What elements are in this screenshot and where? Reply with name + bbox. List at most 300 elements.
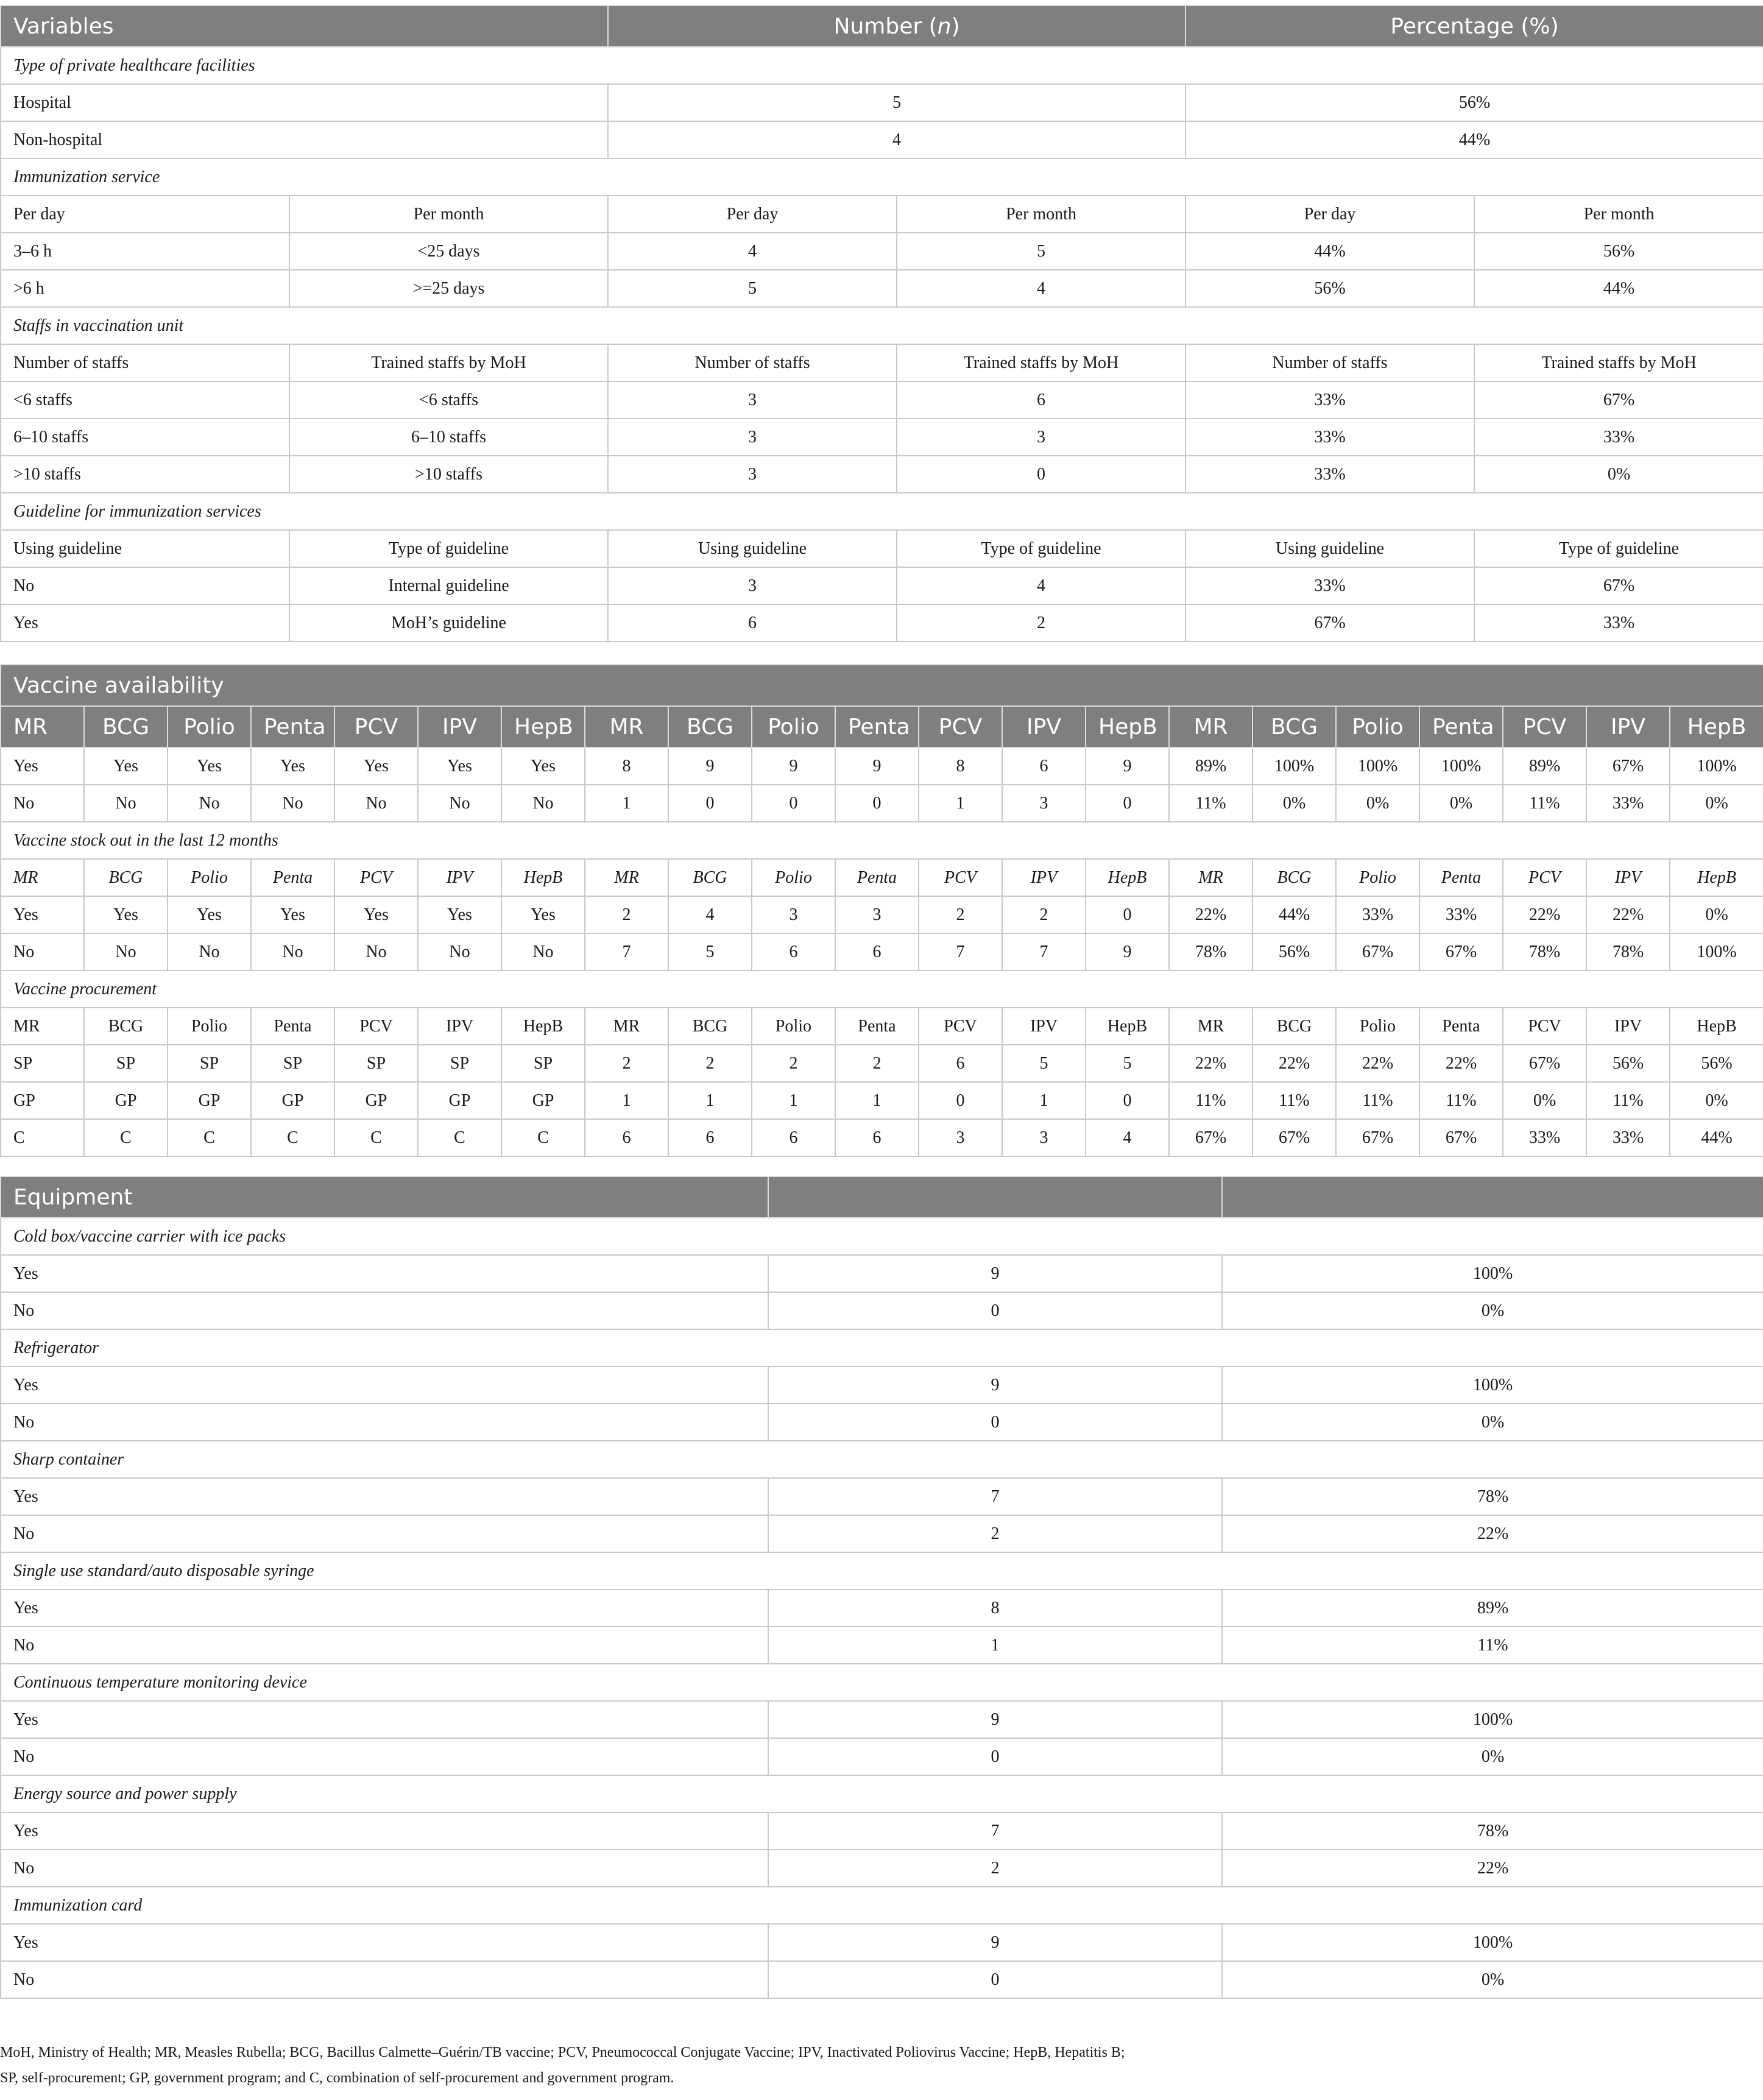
table-row	[1, 456, 1763, 493]
vaccine-header-cell: Polio	[168, 706, 251, 748]
cell: GP	[334, 1082, 418, 1119]
cell: 0	[752, 785, 835, 822]
cell: Yes	[251, 748, 334, 785]
subheader-cell: PCV	[919, 859, 1002, 896]
percent-cell: 0%	[1222, 1292, 1763, 1329]
cell: <6 staffs	[289, 381, 608, 419]
row-label: Yes	[1, 1589, 768, 1627]
subheader-cell: MR	[1, 1008, 84, 1045]
cell: C	[334, 1119, 418, 1156]
subheader-cell: Trained staffs by MoH	[289, 344, 608, 381]
cell: SP	[84, 1045, 168, 1082]
cell: 100%	[1670, 748, 1763, 785]
row-label: No	[1, 1292, 768, 1329]
section-stockout: Vaccine stock out in the last 12 months	[1, 822, 1763, 859]
cell: Internal guideline	[289, 567, 608, 604]
table-row	[1, 1850, 1763, 1887]
subheader-cell: PCV	[1503, 1008, 1586, 1045]
cell: 3	[835, 896, 919, 933]
cell: 1	[835, 1082, 919, 1119]
cell: 56%	[1474, 233, 1763, 270]
cell: 22%	[1586, 896, 1670, 933]
table-row	[1, 1961, 1763, 1998]
cell: 6	[1002, 748, 1086, 785]
cell: 67%	[1336, 933, 1419, 970]
subheader-cell: Per month	[1474, 196, 1763, 233]
cell: GP	[84, 1082, 168, 1119]
cell: 2	[752, 1045, 835, 1082]
row-label: Yes	[1, 1812, 768, 1850]
table-row	[1, 933, 1763, 970]
cell: 0	[919, 1082, 1002, 1119]
vaccine-header-cell: MR	[585, 706, 668, 748]
subheader-cell: BCG	[668, 859, 752, 896]
cell: 0	[1086, 1082, 1169, 1119]
cell: 1	[752, 1082, 835, 1119]
section-label: Immunization card	[1, 1887, 1763, 1924]
cell: 89%	[1169, 748, 1252, 785]
subheader-cell: Type of guideline	[1474, 530, 1763, 567]
cell: 11%	[1336, 1082, 1419, 1119]
cell: 0%	[1419, 785, 1503, 822]
table-row	[1, 1292, 1763, 1329]
cell: C	[84, 1119, 168, 1156]
section-row	[1, 1664, 1763, 1701]
cell: 7	[1002, 933, 1086, 970]
cell: 22%	[1252, 1045, 1336, 1082]
table-row	[1, 1366, 1763, 1404]
vaccine-header-cell: Polio	[1336, 706, 1419, 748]
cell: No	[251, 933, 334, 970]
subheader-cell: Penta	[1419, 1008, 1503, 1045]
percent-cell: 56%	[1185, 84, 1763, 121]
count-cell: 0	[768, 1738, 1222, 1775]
count-cell: 9	[768, 1701, 1222, 1738]
section-row	[1, 1329, 1763, 1366]
section-label: Refrigerator	[1, 1329, 1763, 1366]
cell: 1	[668, 1082, 752, 1119]
cell: 2	[668, 1045, 752, 1082]
subheader-cell: PCV	[1503, 859, 1586, 896]
row-label: No	[1, 1738, 768, 1775]
subheader-cell: Per day	[1, 196, 289, 233]
cell: No	[334, 933, 418, 970]
cell: 56%	[1670, 1045, 1763, 1082]
cell: No	[334, 785, 418, 822]
count-cell: 1	[768, 1627, 1222, 1664]
row-label: Yes	[1, 896, 84, 933]
table-row	[1, 748, 1763, 785]
vaccine-header-cell: MR	[1, 706, 84, 748]
cell: No	[168, 933, 251, 970]
row-label: No	[1, 1627, 768, 1664]
section-guideline: Guideline for immunization services	[1, 493, 1763, 530]
cell: Yes	[84, 748, 168, 785]
cell: 3	[752, 896, 835, 933]
cell: No	[501, 785, 585, 822]
percent-cell: 100%	[1222, 1366, 1763, 1404]
section-procurement: Vaccine procurement	[1, 970, 1763, 1008]
row-label: >6 h	[1, 270, 289, 307]
cell: 6	[835, 933, 919, 970]
cell: No	[501, 933, 585, 970]
cell: 9	[835, 748, 919, 785]
cell: Yes	[418, 896, 501, 933]
cell: 67%	[1503, 1045, 1586, 1082]
row-label: Non-hospital	[1, 121, 608, 158]
cell: 11%	[1503, 785, 1586, 822]
cell: 3	[608, 419, 897, 456]
subheader-cell: Penta	[1419, 859, 1503, 896]
subheader-cell: MR	[585, 1008, 668, 1045]
count-cell: 8	[768, 1589, 1222, 1627]
cell: 33%	[1336, 896, 1419, 933]
cell: C	[418, 1119, 501, 1156]
percent-cell: 0%	[1222, 1404, 1763, 1441]
cell: 5	[608, 270, 897, 307]
cell: GP	[251, 1082, 334, 1119]
cell: 3	[1002, 785, 1086, 822]
section-label: Energy source and power supply	[1, 1775, 1763, 1812]
cell: 56%	[1252, 933, 1336, 970]
cell: C	[501, 1119, 585, 1156]
subheader-cell: MR	[1169, 1008, 1252, 1045]
subheader-cell: IPV	[1586, 1008, 1670, 1045]
count-cell: 0	[768, 1404, 1222, 1441]
row-label: Yes	[1, 748, 84, 785]
row-label: Yes	[1, 1924, 768, 1961]
subheader-cell: Using guideline	[1185, 530, 1474, 567]
subheader-cell: Type of guideline	[897, 530, 1185, 567]
count-cell: 9	[768, 1924, 1222, 1961]
cell: 67%	[1336, 1119, 1419, 1156]
subheader-cell: Using guideline	[1, 530, 289, 567]
cell: 56%	[1185, 270, 1474, 307]
vaccine-header-cell: HepB	[501, 706, 585, 748]
row-label: Hospital	[1, 84, 608, 121]
cell: 7	[585, 933, 668, 970]
subheader-row	[1, 1008, 1763, 1045]
vaccine-header-cell: MR	[1169, 706, 1252, 748]
percent-cell: 89%	[1222, 1589, 1763, 1627]
subheader-cell: MR	[585, 859, 668, 896]
row-label: C	[1, 1119, 84, 1156]
cell: 100%	[1336, 748, 1419, 785]
cell: 67%	[1419, 1119, 1503, 1156]
table-row	[1, 84, 1763, 121]
cell: 4	[668, 896, 752, 933]
percent-cell: 22%	[1222, 1515, 1763, 1552]
cell: Yes	[501, 896, 585, 933]
cell: 6	[919, 1045, 1002, 1082]
cell: 0	[835, 785, 919, 822]
cell: 100%	[1252, 748, 1336, 785]
table-row	[1, 604, 1763, 642]
section-row	[1, 158, 1763, 196]
percent-cell: 44%	[1185, 121, 1763, 158]
cell: 9	[1086, 933, 1169, 970]
cell: 11%	[1169, 1082, 1252, 1119]
cell: 0%	[1474, 456, 1763, 493]
subheader-cell: BCG	[1252, 1008, 1336, 1045]
cell: 6	[752, 933, 835, 970]
section-label: Single use standard/auto disposable syringe	[1, 1552, 1763, 1589]
subheader-row	[1, 859, 1763, 896]
cell: 2	[585, 1045, 668, 1082]
cell: 22%	[1419, 1045, 1503, 1082]
table-row	[1, 419, 1763, 456]
section-label: Sharp container	[1, 1441, 1763, 1478]
table-row	[1, 1255, 1763, 1292]
cell: 0	[1086, 896, 1169, 933]
section-row	[1, 307, 1763, 344]
cell: 33%	[1503, 1119, 1586, 1156]
cell: Yes	[168, 748, 251, 785]
subheader-cell: Penta	[251, 1008, 334, 1045]
subheader-cell: Polio	[1336, 1008, 1419, 1045]
subheader-cell: Trained staffs by MoH	[1474, 344, 1763, 381]
cell: 89%	[1503, 748, 1586, 785]
cell: 0	[668, 785, 752, 822]
section-row	[1, 1887, 1763, 1924]
cell: <25 days	[289, 233, 608, 270]
cell: 0%	[1670, 785, 1763, 822]
count-cell: 0	[768, 1961, 1222, 1998]
subheader-cell: IPV	[1002, 1008, 1086, 1045]
table-row	[1, 896, 1763, 933]
cell: No	[251, 785, 334, 822]
row-label: Yes	[1, 1366, 768, 1404]
facility-characteristics-table	[0, 5, 1763, 642]
section-label: Continuous temperature monitoring device	[1, 1664, 1763, 1701]
cell: 78%	[1586, 933, 1670, 970]
cell: 44%	[1474, 270, 1763, 307]
cell: 4	[1086, 1119, 1169, 1156]
cell: 2	[897, 604, 1185, 642]
row-label: <6 staffs	[1, 381, 289, 419]
cell: 22%	[1169, 1045, 1252, 1082]
cell: MoH’s guideline	[289, 604, 608, 642]
cell: 33%	[1586, 785, 1670, 822]
cell: 2	[919, 896, 1002, 933]
table-row	[1, 1515, 1763, 1552]
subheader-cell: Number of staffs	[1185, 344, 1474, 381]
vaccine-header-cell: PCV	[334, 706, 418, 748]
row-label: SP	[1, 1045, 84, 1082]
cell: 6	[752, 1119, 835, 1156]
subheader-cell: Polio	[168, 859, 251, 896]
equipment-table	[0, 1176, 1763, 1999]
section-row	[1, 1775, 1763, 1812]
cell: 5	[668, 933, 752, 970]
row-label: No	[1, 567, 289, 604]
table-row	[1, 1812, 1763, 1850]
cell: 4	[897, 567, 1185, 604]
percent-cell: 11%	[1222, 1627, 1763, 1664]
cell: 7	[919, 933, 1002, 970]
count-cell: 7	[768, 1812, 1222, 1850]
cell: Yes	[251, 896, 334, 933]
cell: 9	[668, 748, 752, 785]
table-row	[1, 233, 1763, 270]
subheader-cell: HepB	[501, 859, 585, 896]
subheader-row	[1, 344, 1763, 381]
cell: Yes	[418, 748, 501, 785]
section-facility-type: Type of private healthcare facilities	[1, 47, 1763, 84]
cell: 5	[1086, 1045, 1169, 1082]
subheader-cell: Polio	[752, 1008, 835, 1045]
cell: 0	[1086, 785, 1169, 822]
cell: 5	[1002, 1045, 1086, 1082]
cell: 11%	[1169, 785, 1252, 822]
header-empty	[1222, 1176, 1763, 1218]
subheader-cell: IPV	[1002, 859, 1086, 896]
cell: 67%	[1419, 933, 1503, 970]
subheader-cell: Penta	[835, 859, 919, 896]
cell: 9	[752, 748, 835, 785]
subheader-cell: IPV	[1586, 859, 1670, 896]
vaccine-header-cell: PCV	[919, 706, 1002, 748]
cell: Yes	[501, 748, 585, 785]
percent-cell: 100%	[1222, 1701, 1763, 1738]
cell: 67%	[1474, 381, 1763, 419]
cell: 22%	[1336, 1045, 1419, 1082]
cell: 6	[897, 381, 1185, 419]
header-variables: Variables	[1, 5, 608, 47]
row-label: Yes	[1, 604, 289, 642]
cell: 6–10 staffs	[289, 419, 608, 456]
cell: 22%	[1169, 896, 1252, 933]
cell: Yes	[84, 896, 168, 933]
table-row	[1, 1738, 1763, 1775]
count-cell: 0	[768, 1292, 1222, 1329]
count-cell: 9	[768, 1255, 1222, 1292]
subheader-cell: IPV	[418, 859, 501, 896]
cell: SP	[501, 1045, 585, 1082]
cell: 67%	[1252, 1119, 1336, 1156]
cell: 44%	[1185, 233, 1474, 270]
cell: 1	[585, 1082, 668, 1119]
row-label: 6–10 staffs	[1, 419, 289, 456]
cell: 67%	[1474, 567, 1763, 604]
cell: 6	[608, 604, 897, 642]
cell: Yes	[334, 896, 418, 933]
subheader-cell: HepB	[1086, 859, 1169, 896]
cell: 4	[897, 270, 1185, 307]
header-percentage: Percentage (%)	[1185, 5, 1763, 47]
cell: No	[84, 933, 168, 970]
percent-cell: 78%	[1222, 1478, 1763, 1515]
cell: C	[168, 1119, 251, 1156]
subheader-cell: BCG	[668, 1008, 752, 1045]
cell: Yes	[334, 748, 418, 785]
cell: 56%	[1586, 1045, 1670, 1082]
subheader-cell: MR	[1169, 859, 1252, 896]
subheader-cell: MR	[1, 859, 84, 896]
cell: GP	[168, 1082, 251, 1119]
cell: SP	[334, 1045, 418, 1082]
footnote-line: SP, self-procurement; GP, government program; and C, combination of self-procurement and government program.	[0, 2070, 674, 2086]
table-row	[1, 785, 1763, 822]
cell: No	[84, 785, 168, 822]
cell: 33%	[1185, 567, 1474, 604]
subheader-cell: HepB	[1670, 1008, 1763, 1045]
row-label: No	[1, 933, 84, 970]
table-row	[1, 567, 1763, 604]
cell: GP	[501, 1082, 585, 1119]
row-label: No	[1, 1961, 768, 1998]
cell: 100%	[1670, 933, 1763, 970]
subheader-cell: HepB	[1086, 1008, 1169, 1045]
cell: 0%	[1252, 785, 1336, 822]
table-row	[1, 1082, 1763, 1119]
subheader-cell: Per month	[289, 196, 608, 233]
subheader-cell: BCG	[84, 859, 168, 896]
table-row	[1, 1924, 1763, 1961]
cell: C	[251, 1119, 334, 1156]
row-label: 3–6 h	[1, 233, 289, 270]
subheader-cell: PCV	[919, 1008, 1002, 1045]
subheader-cell: PCV	[334, 1008, 418, 1045]
percent-cell: 100%	[1222, 1255, 1763, 1292]
subheader-cell: BCG	[84, 1008, 168, 1045]
vaccine-header-cell: PCV	[1503, 706, 1586, 748]
cell: 22%	[1503, 896, 1586, 933]
cell: 8	[919, 748, 1002, 785]
cell: 0%	[1670, 1082, 1763, 1119]
subheader-cell: HepB	[1670, 859, 1763, 896]
subheader-cell: Penta	[251, 859, 334, 896]
table-header-row	[1, 5, 1763, 47]
cell: Yes	[168, 896, 251, 933]
cell: 44%	[1670, 1119, 1763, 1156]
subheader-row	[1, 530, 1763, 567]
subheader-cell: BCG	[1252, 859, 1336, 896]
row-label: Yes	[1, 1478, 768, 1515]
table-row	[1, 1589, 1763, 1627]
vaccine-header-cell: IPV	[1002, 706, 1086, 748]
cell: 3	[897, 419, 1185, 456]
cell: 5	[897, 233, 1185, 270]
row-label: No	[1, 1404, 768, 1441]
table-title: Vaccine availability	[1, 665, 1763, 706]
cell: 11%	[1419, 1082, 1503, 1119]
cell: >=25 days	[289, 270, 608, 307]
percent-cell: 0%	[1222, 1961, 1763, 1998]
row-label: Yes	[1, 1255, 768, 1292]
cell: SP	[168, 1045, 251, 1082]
section-staffs: Staffs in vaccination unit	[1, 307, 1763, 344]
cell: 2	[1002, 896, 1086, 933]
section-label: Cold box/vaccine carrier with ice packs	[1, 1218, 1763, 1255]
cell: 78%	[1169, 933, 1252, 970]
row-label: No	[1, 785, 84, 822]
cell: 6	[835, 1119, 919, 1156]
table-row	[1, 1045, 1763, 1082]
row-label: No	[1, 1850, 768, 1887]
header-empty	[768, 1176, 1222, 1218]
subheader-row	[1, 196, 1763, 233]
header-number: Number (n)	[608, 5, 1185, 47]
vaccine-header-cell: BCG	[668, 706, 752, 748]
vaccine-header-cell: Penta	[1419, 706, 1503, 748]
cell: 2	[585, 896, 668, 933]
cell: 11%	[1252, 1082, 1336, 1119]
row-label: Yes	[1, 1701, 768, 1738]
cell: No	[418, 785, 501, 822]
cell: 2	[835, 1045, 919, 1082]
cell: 6	[585, 1119, 668, 1156]
